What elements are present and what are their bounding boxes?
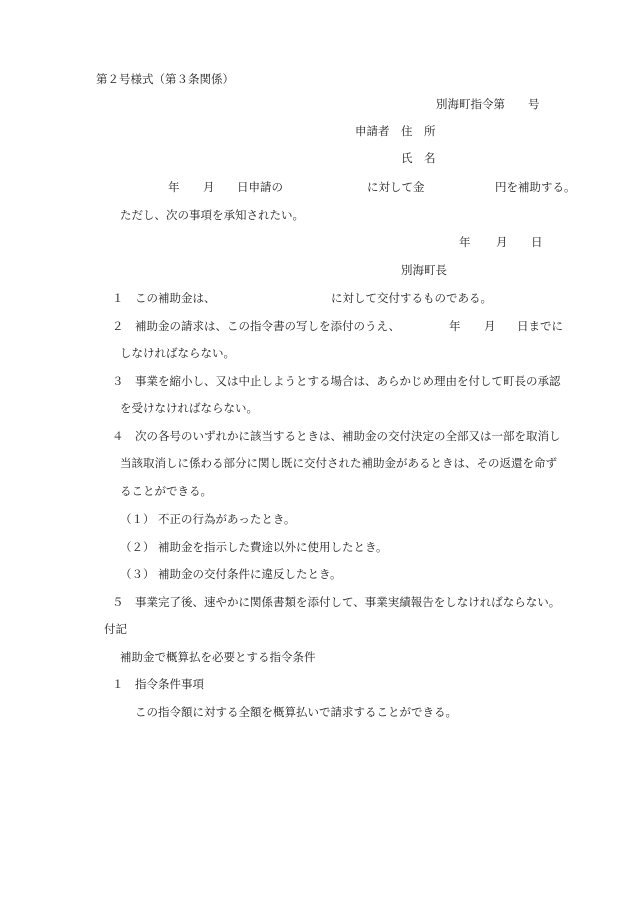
condition-4-num: ４ xyxy=(112,429,124,443)
intro-year: 年 xyxy=(168,180,180,194)
condition-2-cont: しなければならない。 xyxy=(120,346,235,360)
condition-2-month: 月 xyxy=(484,319,496,333)
condition-4-cont-1: 当該取消しに係わる部分に関し既に交付された補助金があるときは、その返還を命ず xyxy=(120,456,557,470)
appendix-item-num: １ xyxy=(112,677,124,691)
condition-2-text-a: 補助金の請求は、この指令書の写しを添付のうえ、 xyxy=(135,319,401,333)
condition-4-text: 次の各号のいずれかに該当するときは、補助金の交付決定の全部又は一部を取消し xyxy=(135,429,561,443)
address-label: 住 所 xyxy=(401,124,436,138)
condition-5-text: 事業完了後、速やかに関係書類を添付して、事業実績報告をしなければならない。 xyxy=(135,595,561,609)
intro-amount: 円を補助する。 xyxy=(495,180,576,194)
condition-4-cont-2: ることができる。 xyxy=(120,484,212,498)
appendix-item-title: 指令条件事項 xyxy=(135,677,204,691)
issuer-number: 別海町指令第 号 xyxy=(436,97,540,111)
condition-4-item-3-num: （３） xyxy=(120,567,155,581)
condition-2-year: 年 xyxy=(449,319,461,333)
intro-month: 月 xyxy=(203,180,215,194)
condition-3-cont: を受けなければならない。 xyxy=(120,401,258,415)
intro-subject: に対して金 xyxy=(367,180,425,194)
date-month: 月 xyxy=(496,235,508,249)
condition-2-text-b: 日までに xyxy=(517,319,563,333)
date-day: 日 xyxy=(531,235,543,249)
condition-1-text-b: に対して交付するものである。 xyxy=(331,291,492,305)
condition-4-item-2-text: 補助金を指示した費途以外に使用したとき。 xyxy=(158,540,388,554)
condition-5-num: ５ xyxy=(112,595,124,609)
condition-1-text-a: この補助金は、 xyxy=(135,291,216,305)
condition-1-num: １ xyxy=(112,291,124,305)
appendix-label: 付記 xyxy=(104,622,127,636)
condition-3-text: 事業を縮小し、又は中止しようとする場合は、あらかじめ理由を付して町長の承認 xyxy=(135,374,561,388)
intro-note: ただし、次の事項を承知されたい。 xyxy=(120,208,304,222)
condition-4-item-2-num: （２） xyxy=(120,540,155,554)
date-year: 年 xyxy=(459,235,471,249)
condition-2-num: ２ xyxy=(112,319,124,333)
form-title: 第２号様式（第３条関係） xyxy=(96,72,234,86)
intro-day-applied: 日申請の xyxy=(237,180,283,194)
condition-3-num: ３ xyxy=(112,374,124,388)
condition-4-item-1-text: 不正の行為があったとき。 xyxy=(158,512,296,526)
appendix-subtitle: 補助金で概算払を必要とする指令条件 xyxy=(120,650,316,664)
applicant-label: 申請者 xyxy=(355,124,390,138)
signatory: 別海町長 xyxy=(401,263,447,277)
condition-4-item-1-num: （１） xyxy=(120,512,155,526)
appendix-item-text: この指令額に対する全額を概算払いで請求することができる。 xyxy=(135,705,457,719)
condition-4-item-3-text: 補助金の交付条件に違反したとき。 xyxy=(158,567,342,581)
name-label: 氏 名 xyxy=(401,151,436,165)
